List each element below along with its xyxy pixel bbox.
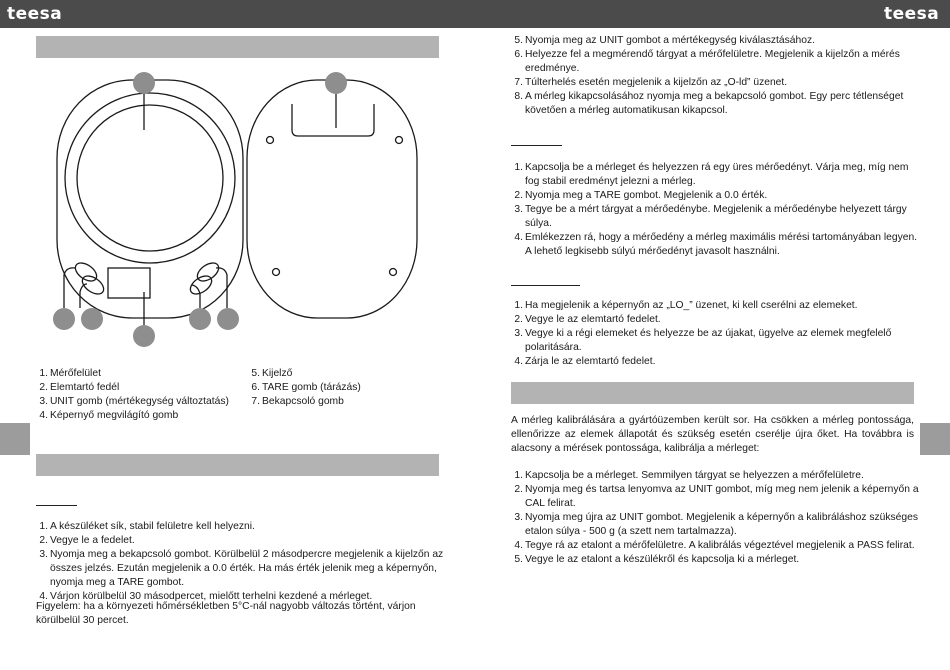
power-button [187, 272, 215, 297]
setup-steps [36, 520, 444, 604]
list-item: 3. Vegye ki a régi elemeket és helyezze be az újakat, ügyelve az elemek megfelelő polaritására. [514, 328, 892, 353]
list-item: 1. A készüléket sík, stabil felületre kell helyezni. [39, 521, 255, 532]
subheading-rule [36, 505, 77, 506]
brand-logo: teesa [884, 4, 940, 24]
callout-marker [133, 325, 155, 347]
weighing-steps [511, 34, 919, 118]
subheading-rule [511, 285, 580, 286]
parts-list [248, 367, 438, 409]
list-item: 4. Képernyő megvilágító gomb [39, 410, 179, 421]
tare-button [194, 259, 222, 284]
section-header-bar [511, 382, 914, 404]
list-item: 4. Várjon körülbelül 30 másodpercet, mielőtt terhelni kezdené a mérleget. [39, 591, 373, 602]
weighing-surface-inner [77, 105, 223, 251]
list-item: 5. Vegye le az etalont a készülékről és kapcsolja ki a mérleget. [514, 554, 800, 565]
list-item: 7. Bekapcsoló gomb [251, 396, 344, 407]
temperature-note: Figyelem: ha a környezeti hőmérsékletben 5°C-nál nagyobb változás történt, várjon körülbelül 30 percet. [36, 601, 416, 626]
section-header-bar [36, 454, 439, 476]
section-header-bar [36, 36, 439, 58]
callout-marker [133, 72, 155, 94]
list-item: 4. Emlékezzen rá, hogy a mérőedény a mérleg maximális mérési tartományában legyen. A lehető legkisebb súlyú mérőedényt javasolt használni. [514, 232, 918, 257]
list-item: 2. Vegye le az elemtartó fedelet. [514, 314, 661, 325]
weighing-surface-ring [65, 93, 235, 263]
list-item: 1. Ha megjelenik a képernyőn az „LO_” üzenet, ki kell cserélni az elemeket. [514, 300, 858, 311]
scale-body-back [247, 80, 417, 318]
callout-marker [325, 72, 347, 94]
parts-list [36, 367, 251, 423]
list-item: 5. Nyomja meg az UNIT gombot a mértékegység kiválasztásához. [514, 35, 815, 46]
list-item: 5. Kijelző [251, 368, 293, 379]
list-item: 1. Kapcsolja be a mérleget. Semmilyen tárgyat se helyezzen a mérőfelületre. [514, 470, 864, 481]
list-item: 2. Elemtartó fedél [39, 382, 120, 393]
list-item: 2. Nyomja meg és tartsa lenyomva az UNIT gombot, míg meg nem jelenik a képernyőn a CAL felirat. [514, 484, 919, 509]
list-item: 1. Kapcsolja be a mérleget és helyezzen rá egy üres mérőedényt. Várja meg, míg nem fog stabil eredményt jelezni a mérleg. [514, 162, 909, 187]
list-item: 3. Nyomja meg újra az UNIT gombot. Megjelenik a képernyőn a kalibráláshoz szükséges etalon súlya - 500 g (a szett nem tartalmazza). [514, 512, 918, 537]
list-item: 3. Tegye be a mért tárgyat a mérőedénybe. Megjelenik a mérőedénybe helyezett tárgy súlya. [514, 204, 907, 229]
unit-button [72, 259, 100, 284]
list-item: 3. UNIT gomb (mértékegység változtatás) [39, 396, 229, 407]
calibration-steps [511, 469, 919, 567]
battery-cover [292, 104, 374, 136]
scale-diagram [40, 60, 440, 350]
page-side-tab [920, 423, 950, 455]
brand-logo: teesa [7, 4, 63, 24]
list-item: 1. Mérőfelület [39, 368, 101, 379]
list-item: 4. Tegye rá az etalont a mérőfelületre. A kalibrálás végeztével megjelenik a PASS felirat. [514, 540, 915, 551]
list-item: 8. A mérleg kikapcsolásához nyomja meg a bekapcsoló gombot. Egy perc tétlenséget követően a mérleg automatikusan kikapcsol. [514, 91, 904, 116]
list-item: 2. Nyomja meg a TARE gombot. Megjelenik a 0.0 érték. [514, 190, 768, 201]
page-side-tab [0, 423, 30, 455]
calibration-intro: A mérleg kalibrálására a gyártóüzemben került sor. Ha csökken a mérleg pontossága, ellenőrizze az elemek állapotát és szükség esetén cserélje újra őket. Ha továbbra is alacsony a mérések pontossága, kalibrálja a mérleget: [511, 415, 914, 454]
callout-marker [189, 308, 211, 330]
list-item: 6. TARE gomb (tárázás) [251, 382, 361, 393]
top-bar [0, 0, 950, 28]
list-item: 4. Zárja le az elemtartó fedelet. [514, 356, 656, 367]
list-item: 7. Túlterhelés esetén megjelenik a kijelzőn az „O-ld” üzenet. [514, 77, 788, 88]
callout-marker [53, 308, 75, 330]
list-item: 3. Nyomja meg a bekapcsoló gombot. Körülbelül 2 másodpercre megjelenik a kijelzőn az összes jelzés. Ezután megjelenik a 0.0 érték. Ha más érték jelenik meg a képernyőn, nyomja meg a TARE gombot. [39, 549, 444, 588]
list-item: 2. Vegye le a fedelet. [39, 535, 135, 546]
callout-marker [81, 308, 103, 330]
subheading-rule [511, 145, 562, 146]
battery-steps [511, 299, 919, 369]
callout-marker [217, 308, 239, 330]
list-item: 6. Helyezze fel a megmérendő tárgyat a mérőfelületre. Megjelenik a kijelzőn a mérés eredménye. [514, 49, 900, 74]
tare-steps [511, 161, 919, 259]
